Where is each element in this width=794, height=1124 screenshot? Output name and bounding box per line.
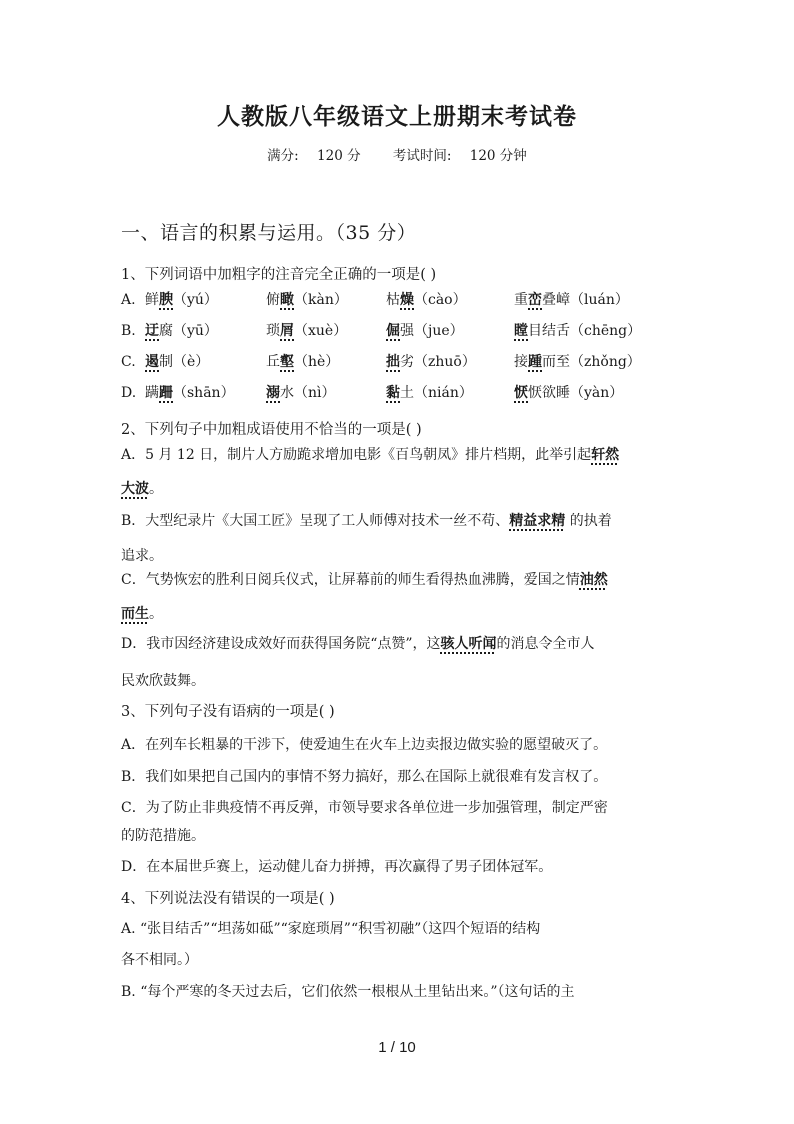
question-1-option-c-item: C. 遏制（è）	[121, 354, 210, 370]
bold-char: 黏	[386, 385, 400, 401]
question-2-option-b-cont: 追求。	[121, 548, 163, 564]
bold-char: 瞰	[280, 292, 294, 308]
question-1-option-b-item: 瞠目结舌（chēng）	[514, 323, 642, 339]
score-value: 120 分	[317, 148, 361, 164]
question-2-option-a: A．5 月 12 日，制片人方励跪求增加电影《百鸟朝凤》排片档期，此举引起轩然	[121, 447, 620, 463]
bold-char: 燥	[400, 292, 414, 308]
question-1-option-a-item: 枯燥（cào）	[386, 292, 467, 308]
time-value: 120 分钟	[469, 148, 527, 164]
time-label: 考试时间:	[392, 148, 452, 164]
question-1-stem: 1、下列词语中加粗字的注音完全正确的一项是( )	[121, 267, 437, 283]
exam-meta	[0, 144, 794, 164]
bold-idiom: 大波	[121, 481, 149, 497]
question-1-option-d-item: 恹恹欲睡（yàn）	[514, 385, 624, 401]
bold-char: 屑	[280, 323, 294, 339]
question-2-option-b: B．大型纪录片《大国工匠》呈现了工人师傅对技术一丝不苟、精益求精 的执着	[121, 513, 612, 529]
option-label: B.	[121, 323, 136, 339]
option-label: D.	[121, 385, 137, 401]
bold-char: 遏	[145, 354, 159, 370]
question-1-option-b-item: 倔强（jue）	[386, 323, 464, 339]
bold-idiom: 而生	[121, 606, 149, 622]
exam-title: 人教版八年级语文上册期末考试卷	[217, 103, 577, 130]
bold-char: 恹	[514, 385, 528, 401]
option-label: C.	[121, 354, 136, 370]
question-3-option-c-cont: 的防范措施。	[121, 828, 205, 844]
bold-char: 拙	[386, 354, 400, 370]
question-4-stem: 4、下列说法没有错误的一项是( )	[121, 891, 335, 907]
bold-idiom: 精益求精	[509, 513, 566, 529]
question-2-option-d-cont: 民欢欣鼓舞。	[121, 673, 205, 689]
score-label: 满分:	[267, 148, 299, 164]
bold-char: 倔	[386, 323, 400, 339]
question-1-option-a-item: A. 鲜腴（yú）	[121, 292, 218, 308]
question-2-stem: 2、下列句子中加粗成语使用不恰当的一项是( )	[121, 422, 422, 438]
bold-char: 腴	[159, 292, 173, 308]
question-4-option-a: A. “张目结舌”“坦荡如砥”“家庭琐屑”“积雪初融”（这四个短语的结构	[121, 921, 541, 937]
question-2-option-c-cont: 而生。	[121, 606, 163, 622]
question-3-option-c: C．为了防止非典疫情不再反弹，市领导要求各单位进一步加强管理，制定严密	[121, 800, 608, 816]
section-heading: 一、语言的积累与运用。（35 分）	[121, 222, 417, 244]
question-4-option-a-cont: 各不相同。）	[121, 952, 198, 968]
bold-char: 跚	[159, 385, 173, 401]
question-2-option-a-cont: 大波。	[121, 481, 163, 497]
bold-char: 峦	[528, 292, 542, 308]
score-info	[260, 148, 367, 164]
question-4-option-b: B. “每个严寒的冬天过去后，它们依然一根根从土里钻出来。”（这句话的主	[121, 984, 575, 1000]
question-1-option-d-item: 溺水（nì）	[266, 385, 336, 401]
question-3-option-d: D．在本届世乒赛上，运动健儿奋力拼搏，再次赢得了男子团体冠军。	[121, 859, 553, 875]
question-1-option-b-item: 琐屑（xuè）	[266, 323, 348, 339]
question-3-option-a: A．在列车长粗暴的干涉下，使爱迪生在火车上边卖报边做实验的愿望破灭了。	[121, 737, 608, 753]
bold-idiom: 轩然	[591, 447, 620, 463]
question-1-option-d-item: 黏土（nián）	[386, 385, 473, 401]
question-1-option-c-item: 接踵而至（zhǒng）	[514, 354, 641, 370]
question-1-option-c-item: 拙劣（zhuō）	[386, 354, 476, 370]
question-3-stem: 3、下列句子没有语病的一项是( )	[121, 704, 335, 720]
question-2-option-d: D．我市因经济建设成效好而获得国务院“点赞”，这骇人听闻的消息令全市人	[121, 636, 595, 652]
question-2-option-c: C．气势恢宏的胜利日阅兵仪式，让屏幕前的师生看得热血沸腾，爱国之情油然	[121, 572, 608, 588]
bold-char: 瞠	[514, 323, 528, 339]
bold-idiom: 油然	[579, 572, 608, 588]
question-3-option-b: B．我们如果把自己国内的事情不努力搞好，那么在国际上就很难有发言权了。	[121, 769, 608, 785]
question-1-option-a-item: 重峦叠嶂（luán）	[514, 292, 629, 308]
question-1-option-a-item: 俯瞰（kàn）	[266, 292, 348, 308]
question-1-option-d-item: D. 蹒跚（shān）	[121, 385, 235, 401]
option-label: A.	[121, 292, 136, 308]
bold-idiom: 骇人听闻	[440, 636, 497, 652]
bold-char: 溺	[266, 385, 280, 401]
page-number: 1 / 10	[378, 1039, 416, 1056]
question-1-option-b-item: B. 迂腐（yū）	[121, 323, 218, 339]
bold-char: 壑	[280, 354, 294, 370]
bold-char: 迂	[145, 323, 159, 339]
time-info	[386, 148, 534, 164]
bold-char: 踵	[528, 354, 542, 370]
question-1-option-c-item: 丘壑（hè）	[266, 354, 340, 370]
